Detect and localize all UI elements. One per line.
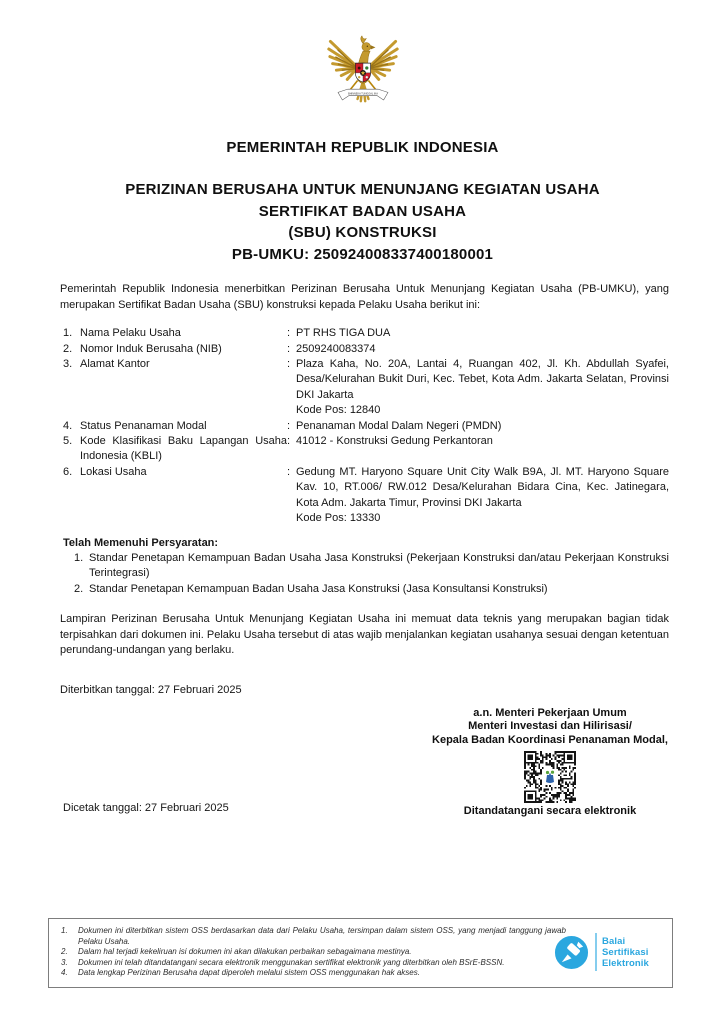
field-colon: : <box>287 327 291 340</box>
bsre-logo <box>554 929 666 975</box>
field-value: 41012 - Konstruksi Gedung Perkantoran <box>296 435 493 448</box>
field-row-alamat <box>63 357 669 419</box>
bsre-text-line-2: Sertifikasi <box>602 946 649 958</box>
field-row-nib <box>63 342 669 357</box>
field-row-status-modal <box>63 419 669 434</box>
footer-notes-box <box>48 918 673 988</box>
field-value: PT RHS TIGA DUA <box>296 327 391 340</box>
field-colon: : <box>287 342 291 355</box>
footer-note-text: Dalam hal terjadi kekeliruan isi dokumen ini akan dilakukan perbaikan sebagaimana mestinya. <box>78 947 412 957</box>
footer-note <box>61 958 566 969</box>
field-row-lokasi <box>63 465 669 527</box>
field-postal-code: Kode Pos: 12840 <box>296 404 381 417</box>
requirement-text: Standar Penetapan Kemampuan Badan Usaha Jasa Konstruksi (Jasa Konsultansi Konstruksi) <box>89 582 548 595</box>
field-row-kbli <box>63 434 669 465</box>
field-value: 2509240083374 <box>296 342 376 355</box>
field-value <box>296 357 669 419</box>
issued-date: Diterbitkan tanggal: 27 Februari 2025 <box>60 684 242 697</box>
field-colon: : <box>287 435 291 448</box>
bsre-seal-icon <box>554 935 589 970</box>
bsre-logo-text <box>602 936 649 969</box>
garuda-icon <box>325 27 401 109</box>
signature-block <box>402 707 698 818</box>
footer-note-number: 3. <box>61 957 68 967</box>
field-label: Kode Klasifikasi Baku Lapangan Usaha Indonesia (KBLI) <box>80 435 287 463</box>
garuda-pancasila-emblem <box>0 0 725 113</box>
document-title-line-3: (SBU) KONSTRUKSI <box>288 224 437 242</box>
field-colon: : <box>287 465 291 478</box>
footer-note-text: Dokumen ini diterbitkan sistem OSS berdasarkan data dari Pelaku Usaha, tersimpan dalam sistem OSS, yang menjadi tanggung jawab Pelaku Usaha. <box>78 926 566 946</box>
signatory-line-3: Kepala Badan Koordinasi Penanaman Modal, <box>432 733 668 746</box>
field-postal-code: Kode Pos: 13330 <box>296 512 381 525</box>
footer-note <box>61 926 566 947</box>
business-fields-list <box>63 326 669 526</box>
field-value-text: Plaza Kaha, No. 20A, Lantai 4, Ruangan 402, Jl. Kh. Abdullah Syafei, Desa/Kelurahan Bukit Duri, Kec. Tebet, Kota Adm. Jakarta Selatan, Provinsi DKI Jakarta <box>296 358 669 401</box>
requirements-heading: Telah Memenuhi Persyaratan: <box>63 536 219 549</box>
footer-notes-list <box>61 926 566 979</box>
footer-note-number: 4. <box>61 968 68 978</box>
field-value-text: Gedung MT. Haryono Square Unit City Walk B9A, Jl. MT. Haryono Square Kav. 10, RT.006/ RW.012 Desa/Kelurahan Bidara Cina, Kec. Jatinegara, Kota Adm. Jakarta Timur, Provinsi DKI Jakarta <box>296 465 669 509</box>
footer-note-text: Dokumen ini telah ditandatangani secara elektronik menggunakan sertifikat elektronik yang diterbitkan oleh BSrE-BSSN. <box>78 957 505 967</box>
field-number: 1. <box>63 327 73 340</box>
signatory-line-1: a.n. Menteri Pekerjaan Umum <box>473 706 627 719</box>
field-value <box>296 465 669 527</box>
qr-code <box>524 751 576 803</box>
document-title-line-1: PERIZINAN BERUSAHA UNTUK MENUNJANG KEGIATAN USAHA <box>125 181 600 199</box>
closing-paragraph: Lampiran Perizinan Berusaha Untuk Menunjang Kegiatan Usaha ini memuat data teknis yang merupakan bagian tidak terpisahkan dari dokumen ini. Pelaku Usaha tersebut di atas wajib menjalankan kegiatan usahanya sesuai dengan ketentuan perundang-undangan yang berlaku. <box>60 613 669 656</box>
bsre-logo-divider <box>595 933 597 971</box>
requirement-number: 2. <box>74 582 84 595</box>
requirements-section <box>63 536 669 598</box>
footer-note <box>61 947 566 958</box>
requirement-number: 1. <box>74 551 84 564</box>
footer-note <box>61 968 566 979</box>
field-row-nama <box>63 326 669 341</box>
requirement-text: Standar Penetapan Kemampuan Badan Usaha Jasa Konstruksi (Pekerjaan Konstruksi dan/atau Pekerjaan Konstruksi Terintegrasi) <box>89 551 669 580</box>
field-number: 2. <box>63 342 73 355</box>
bkpm-logo-icon <box>542 769 558 785</box>
bsre-text-line-3: Elektronik <box>602 957 649 969</box>
footer-note-number: 2. <box>61 947 68 957</box>
field-label: Alamat Kantor <box>80 358 150 371</box>
svg-text:BHINNEKA TUNGGAL IKA: BHINNEKA TUNGGAL IKA <box>347 92 378 96</box>
field-colon: : <box>287 419 291 432</box>
footer-note-number: 1. <box>61 926 68 935</box>
intro-paragraph: Pemerintah Republik Indonesia menerbitkan Perizinan Berusaha Untuk Menunjang Kegiatan Usaha (PB-UMKU), yang merupakan Sertifikat Badan Usaha (SBU) konstruksi kepada Pelaku Usaha berikut ini: <box>60 283 669 311</box>
signature-area <box>63 707 698 818</box>
requirement-item <box>63 551 669 582</box>
printed-date: Dicetak tanggal: 27 Februari 2025 <box>63 801 229 814</box>
field-value: Penanaman Modal Dalam Negeri (PMDN) <box>296 419 502 432</box>
field-colon: : <box>287 358 291 371</box>
field-label: Lokasi Usaha <box>80 465 147 478</box>
government-title: PEMERINTAH REPUBLIK INDONESIA <box>226 139 499 156</box>
document-title <box>0 179 725 265</box>
field-number: 6. <box>63 465 73 478</box>
field-number: 5. <box>63 435 73 448</box>
field-label: Status Penanaman Modal <box>80 419 207 432</box>
electronic-signature-note: Ditandatangani secara elektronik <box>463 804 637 817</box>
field-label: Nama Pelaku Usaha <box>80 327 181 340</box>
document-title-line-2: SERTIFIKAT BADAN USAHA <box>258 202 467 220</box>
field-label: Nomor Induk Berusaha (NIB) <box>80 342 222 355</box>
footer-note-text: Data lengkap Perizinan Berusaha dapat diperoleh melalui sistem OSS menggunakan hak akses. <box>78 968 420 978</box>
field-number: 4. <box>63 419 73 432</box>
field-number: 3. <box>63 358 73 371</box>
signatory-line-2: Menteri Investasi dan Hilirisasi/ <box>468 720 632 733</box>
document-title-pbumku-number: PB-UMKU: 250924008337400180001 <box>231 245 494 263</box>
bsre-text-line-1: Balai <box>602 935 626 947</box>
requirement-item <box>63 582 669 597</box>
qr-center-logo <box>542 769 558 785</box>
